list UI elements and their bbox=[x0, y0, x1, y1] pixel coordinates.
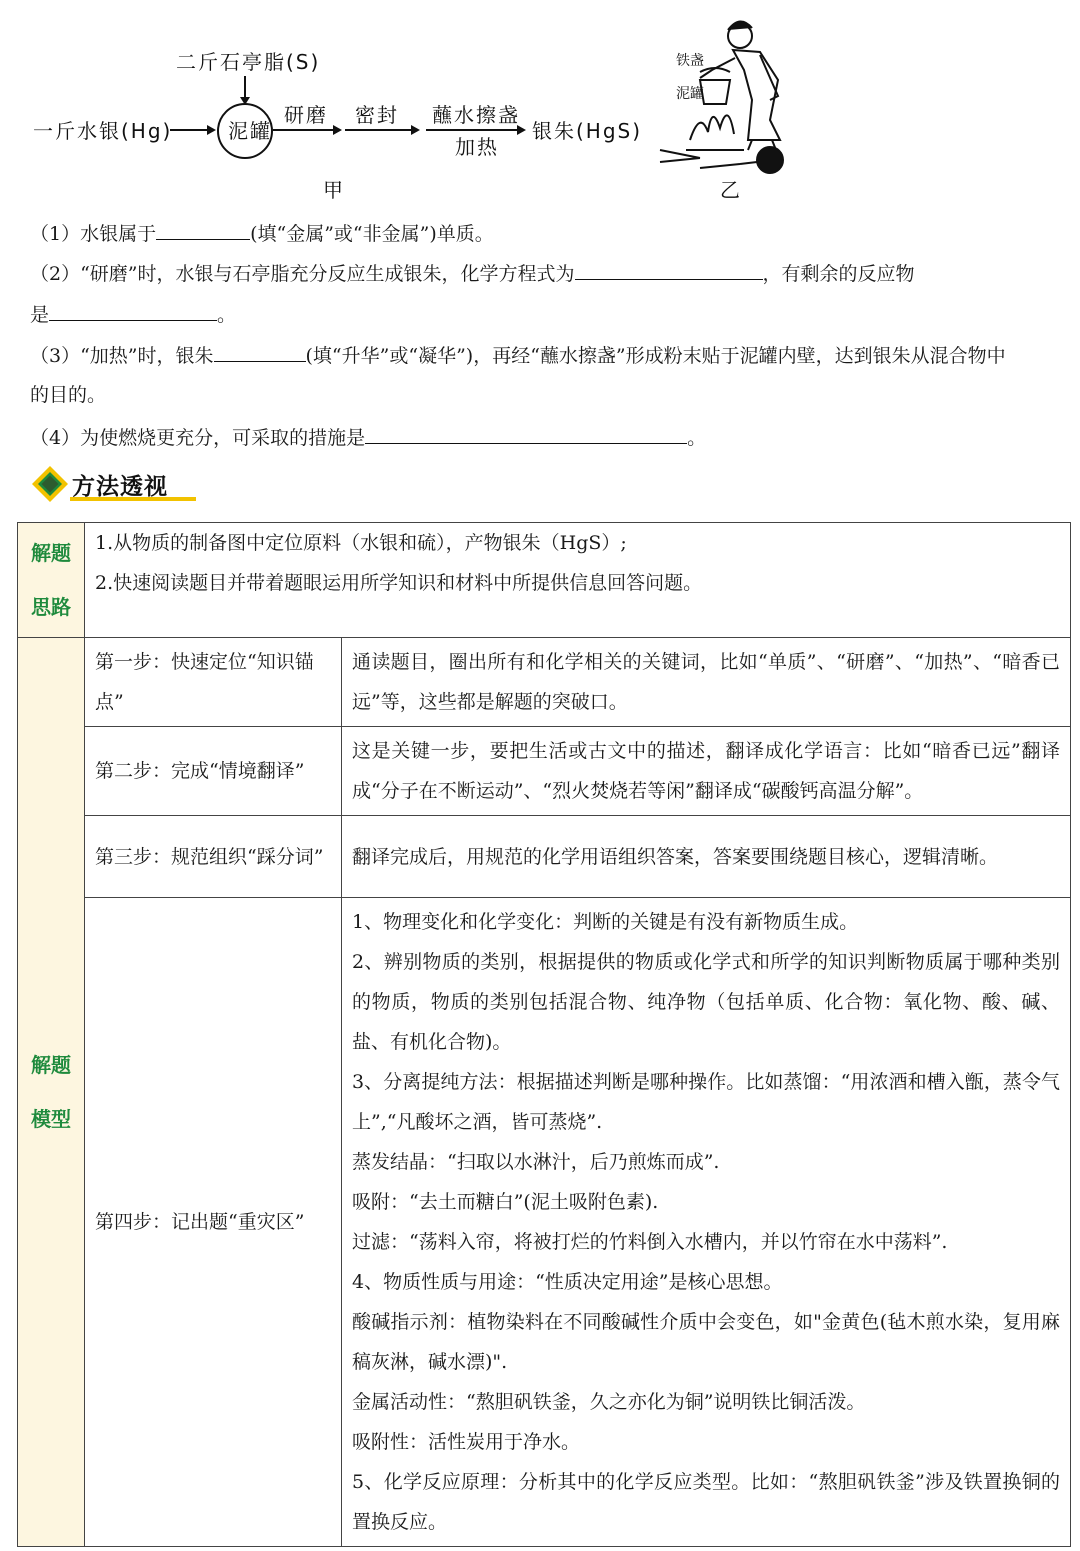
thinking-content bbox=[85, 523, 1071, 638]
step-4-line: 金属活动性：“熬胆矾铁釜，久之亦化为铜”说明铁比铜活泼。 bbox=[352, 1391, 866, 1413]
question-2-end: 。 bbox=[217, 304, 237, 326]
step-2-desc-cell bbox=[342, 727, 1071, 816]
section-title: 方法透视 bbox=[72, 474, 168, 500]
model-label: 解题模型 bbox=[31, 1053, 71, 1131]
step-4-line: 4、物质性质与用途：“性质决定用途”是核心思想。 bbox=[352, 1271, 783, 1293]
model-label-cell bbox=[18, 638, 85, 1547]
step-row-2 bbox=[18, 727, 1071, 816]
answer-blank-1[interactable] bbox=[156, 220, 250, 240]
section-header bbox=[30, 464, 230, 504]
step-2-desc: 这是关键一步，要把生活或古文中的描述，翻译成化学语言：比如“暗香已远”翻译成“分子在不断运动”、“烈火焚烧若等闲”翻译成“碳酸钙高温分解”。 bbox=[352, 740, 1061, 802]
step-4-line: 过滤：“荡料入帘，将被打烂的竹料倒入水槽内，并以竹帘在水中荡料”. bbox=[352, 1231, 948, 1253]
step-4-line: 吸附：“去土而糖白”(泥土吸附色素). bbox=[352, 1191, 659, 1213]
step-4-name-cell bbox=[85, 898, 342, 1547]
answer-blank-2a[interactable] bbox=[575, 260, 763, 280]
thinking-line-1: 1.从物质的制备图中定位原料（水银和硫），产物银朱（HgS）; bbox=[95, 532, 627, 554]
step-4-desc bbox=[342, 898, 1070, 1546]
arrowhead-1 bbox=[207, 125, 216, 135]
step-1-name-cell bbox=[85, 638, 342, 727]
thinking-text bbox=[85, 523, 1070, 607]
step-1-name: 第一步：快速定位“知识锚点” bbox=[95, 651, 314, 713]
step-row-4 bbox=[18, 898, 1071, 1547]
step-row-1 bbox=[18, 638, 1071, 727]
answer-blank-4[interactable] bbox=[365, 424, 687, 444]
process-figure bbox=[0, 0, 1080, 210]
thinking-label-cell bbox=[18, 523, 85, 638]
thinking-line-2: 2.快速阅读题目并带着题眼运用所学知识和材料中所提供信息回答问题。 bbox=[95, 572, 703, 594]
step-3-name-cell bbox=[85, 816, 342, 898]
thinking-label: 解题思路 bbox=[31, 541, 71, 619]
step-4-line: 蒸发结晶：“扫取以水淋汁，后乃煎炼而成”. bbox=[352, 1151, 720, 1173]
question-2 bbox=[30, 260, 915, 286]
question-2-prefix: 是 bbox=[30, 304, 50, 326]
question-2-text: （2）“研磨”时，水银与石亭脂充分反应生成银朱，化学方程式为 bbox=[30, 263, 575, 285]
question-3-end: 的目的。 bbox=[30, 384, 107, 406]
bowl-label: 铁盏 bbox=[676, 53, 704, 69]
step-3-desc-cell bbox=[342, 816, 1071, 898]
step-4-line: 酸碱指示剂：植物染料在不同酸碱性介质中会变色，如"金黄色(毡木煎水染，复用麻稿灰淋，碱水漂)". bbox=[352, 1311, 1061, 1373]
answer-blank-2b[interactable] bbox=[49, 301, 217, 321]
question-1 bbox=[30, 220, 494, 246]
step-4-line: 2、辨别物质的类别，根据提供的物质或化学式和所学的知识判断物质属于哪种类别的物质，物质的类别包括混合物、纯净物（包括单质、化合物：氧化物、酸、碱、盐、有机化合物)。 bbox=[352, 951, 1061, 1053]
pot-label: 泥罐 bbox=[228, 119, 272, 143]
answer-blank-3[interactable] bbox=[214, 342, 306, 362]
caption-a: 甲 bbox=[323, 178, 345, 202]
caption-b: 乙 bbox=[720, 178, 742, 202]
step-4-line: 1、物理变化和化学变化：判断的关键是有没有新物质生成。 bbox=[352, 911, 859, 933]
step-2-name: 第二步：完成“情境翻译” bbox=[95, 760, 305, 782]
grind-label: 研磨 bbox=[284, 103, 328, 127]
arrowhead-2 bbox=[333, 125, 342, 135]
question-3-cont bbox=[30, 383, 106, 407]
question-4 bbox=[30, 424, 706, 450]
step-4-line: 3、分离提纯方法：根据描述判断是哪种操作。比如蒸馏：“用浓酒和槽入甑，蒸令气上”,“凡酸坏之酒，皆可蒸烧”. bbox=[352, 1071, 1061, 1133]
pot-side-label: 泥罐 bbox=[676, 86, 704, 102]
question-2-tail: ，有剩余的反应物 bbox=[762, 263, 915, 285]
question-3-tail: (填“升华”或“凝华”)，再经“蘸水擦盏”形成粉末贴于泥罐内壁，达到银朱从混合物中 bbox=[305, 345, 1006, 367]
step-1-desc-cell bbox=[342, 638, 1071, 727]
question-2-cont bbox=[30, 301, 236, 327]
question-3 bbox=[30, 342, 1006, 368]
step-4-line: 5、化学反应原理：分析其中的化学反应类型。比如：“熬胆矾铁釜”涉及铁置换铜的置换反应。 bbox=[352, 1471, 1061, 1533]
heat-label: 加热 bbox=[455, 135, 499, 159]
step-3-desc: 翻译完成后，用规范的化学用语组织答案，答案要围绕题目核心，逻辑清晰。 bbox=[352, 845, 999, 868]
method-table bbox=[17, 522, 1071, 1547]
question-4-text: （4）为使燃烧更充分，可采取的措施是 bbox=[30, 427, 366, 449]
dip-label: 蘸水擦盏 bbox=[432, 103, 520, 127]
step-4-line: 吸附性：活性炭用于净水。 bbox=[352, 1431, 581, 1453]
step-row-3 bbox=[18, 816, 1071, 898]
step-1-desc: 通读题目，圈出所有和化学相关的关键词，比如“单质”、“研磨”、“加热”、“暗香已远”等，这些都是解题的突破口。 bbox=[352, 651, 1061, 713]
question-1-text: （1）水银属于 bbox=[30, 223, 157, 245]
thinking-row bbox=[18, 523, 1071, 638]
question-3-text: （3）“加热”时，银朱 bbox=[30, 345, 214, 367]
sulfur-label: 二斤石亭脂(S) bbox=[176, 50, 321, 74]
mercury-label: 一斤水银(Hg) bbox=[33, 119, 173, 143]
seal-label: 密封 bbox=[355, 103, 399, 127]
arrowhead-3 bbox=[411, 125, 420, 135]
question-4-end: 。 bbox=[687, 427, 707, 449]
step-4-desc-cell bbox=[342, 898, 1071, 1547]
step-4-name: 第四步：记出题“重灾区” bbox=[95, 1211, 305, 1233]
question-1-tail: (填“金属”或“非金属”)单质。 bbox=[250, 223, 494, 245]
product-label: 银朱(HgS) bbox=[532, 119, 643, 143]
diamond-icon bbox=[30, 464, 70, 504]
step-3-name: 第三步：规范组织“踩分词” bbox=[95, 845, 324, 868]
step-2-name-cell bbox=[85, 727, 342, 816]
